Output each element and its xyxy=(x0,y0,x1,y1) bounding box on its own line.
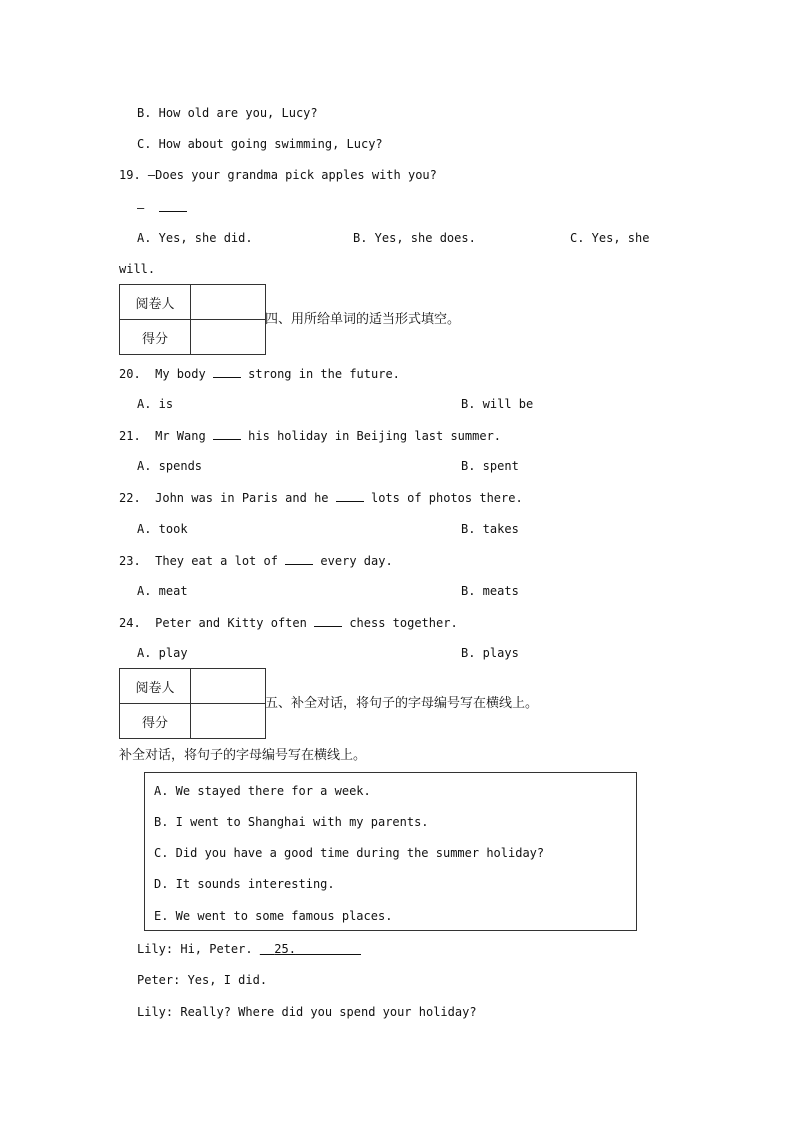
reviewer-label: 阅卷人 xyxy=(120,285,191,320)
q21-option-a: A. spends xyxy=(137,459,203,473)
question-19-answer-line xyxy=(137,199,187,216)
q23-option-a: A. meat xyxy=(137,584,188,598)
option-b: B. I went to Shanghai with my parents. xyxy=(154,815,429,829)
question-24: 24. Peter and Kitty often chess together. xyxy=(119,616,458,630)
option-c: C. How about going swimming, Lucy? xyxy=(137,137,383,151)
question-19: 19. —Does your grandma pick apples with you? xyxy=(119,168,437,182)
question-20: 20. My body strong in the future. xyxy=(119,367,400,381)
option-e: E. We went to some famous places. xyxy=(154,909,393,923)
option-c: C. Did you have a good time during the summer holiday? xyxy=(154,846,545,860)
score-table xyxy=(119,284,266,355)
question-23: 23. They eat a lot of every day. xyxy=(119,554,393,568)
q20-option-a: A. is xyxy=(137,397,174,411)
dialogue-line-1: Lily: Hi, Peter. 25. xyxy=(137,941,361,957)
question-22: 22. John was in Paris and he lots of photos there. xyxy=(119,491,523,505)
option-d: D. It sounds interesting. xyxy=(154,877,335,891)
q19-option-a: A. Yes, she did. xyxy=(137,231,253,245)
q23-option-b: B. meats xyxy=(461,584,519,598)
q22-option-b: B. takes xyxy=(461,522,519,536)
dialogue-line-3: Lily: Really? Where did you spend your holiday? xyxy=(137,1005,477,1019)
question-21: 21. Mr Wang his holiday in Beijing last summer. xyxy=(119,429,502,443)
score-cell xyxy=(191,704,266,739)
answer-dash: — xyxy=(137,201,145,215)
reviewer-cell xyxy=(191,285,266,320)
dialogue-line-2: Peter: Yes, I did. xyxy=(137,973,268,987)
q21-option-b: B. spent xyxy=(461,459,519,473)
section-5-title: 五、补全对话，将句子的字母编号写在横线上。 xyxy=(265,696,539,711)
section-4-title: 四、用所给单词的适当形式填空。 xyxy=(265,312,461,327)
q22-option-a: A. took xyxy=(137,522,188,536)
q19-option-c-continued: will. xyxy=(119,262,156,276)
score-label: 得分 xyxy=(120,704,191,739)
q19-option-c: C. Yes, she xyxy=(570,231,650,245)
score-table-2 xyxy=(119,668,266,739)
q24-option-b: B. plays xyxy=(461,646,519,660)
reviewer-cell xyxy=(191,669,266,704)
score-cell xyxy=(191,320,266,355)
q20-option-b: B. will be xyxy=(461,397,534,411)
answer-blank xyxy=(159,199,187,212)
option-b: B. How old are you, Lucy? xyxy=(137,106,318,120)
reviewer-label: 阅卷人 xyxy=(120,669,191,704)
answer-blank-25: 25. xyxy=(274,942,296,956)
section-5-instruction: 补全对话，将句子的字母编号写在横线上。 xyxy=(119,748,367,763)
q19-option-b: B. Yes, she does. xyxy=(353,231,476,245)
q24-option-a: A. play xyxy=(137,646,188,660)
score-label: 得分 xyxy=(120,320,191,355)
option-a: A. We stayed there for a week. xyxy=(154,784,371,798)
